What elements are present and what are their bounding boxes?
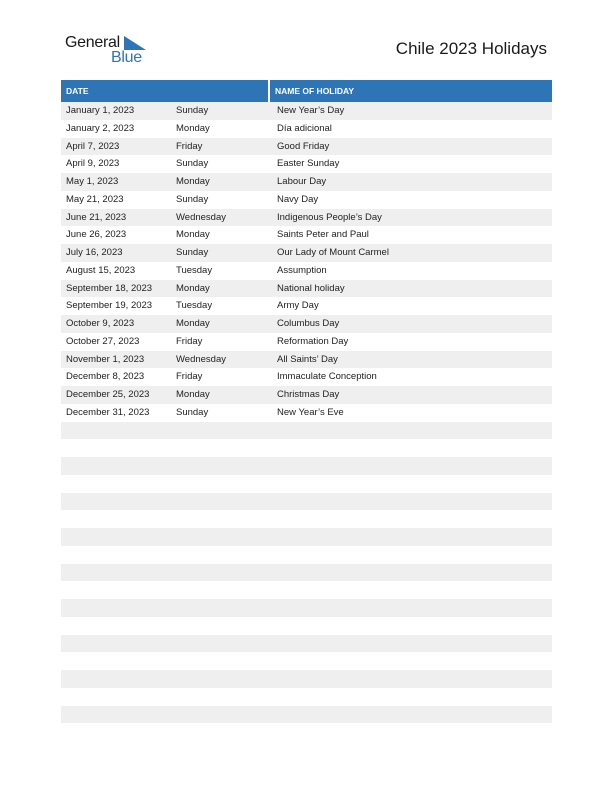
table-row xyxy=(61,280,552,298)
table-row xyxy=(61,510,552,528)
table-row xyxy=(61,102,552,120)
cell-holiday-name xyxy=(272,723,552,741)
table-row xyxy=(61,635,552,653)
cell-holiday-name: Labour Day xyxy=(277,176,327,187)
table-row xyxy=(61,191,552,209)
table-row xyxy=(61,120,552,138)
table-row xyxy=(61,422,552,440)
cell-weekday xyxy=(171,670,272,688)
cell-date xyxy=(61,723,171,741)
table-row xyxy=(61,244,552,262)
cell-date: June 21, 2023 xyxy=(66,211,127,223)
cell-weekday xyxy=(171,439,272,457)
cell-date xyxy=(61,706,171,724)
cell-date xyxy=(61,564,171,582)
cell-weekday xyxy=(171,510,272,528)
brand-logo xyxy=(65,34,155,68)
table-row xyxy=(61,670,552,688)
table-row xyxy=(61,617,552,635)
cell-date xyxy=(61,422,171,440)
cell-weekday xyxy=(171,528,272,546)
cell-date xyxy=(61,546,171,564)
cell-holiday-name xyxy=(272,670,552,688)
table-row xyxy=(61,315,552,333)
table-row xyxy=(61,368,552,386)
cell-holiday-name xyxy=(272,510,552,528)
cell-holiday-name: Immaculate Conception xyxy=(277,371,377,383)
cell-weekday: Monday xyxy=(176,229,210,241)
table-row xyxy=(61,581,552,599)
cell-date xyxy=(61,599,171,617)
cell-holiday-name xyxy=(272,546,552,564)
cell-weekday xyxy=(171,546,272,564)
cell-date: January 1, 2023 xyxy=(66,105,135,116)
cell-weekday xyxy=(171,635,272,653)
table-row xyxy=(61,262,552,280)
table-row xyxy=(61,723,552,741)
cell-holiday-name xyxy=(272,617,552,635)
cell-holiday-name xyxy=(272,493,552,511)
cell-weekday: Wednesday xyxy=(176,353,226,365)
cell-date xyxy=(61,510,171,528)
cell-date: November 1, 2023 xyxy=(66,353,145,365)
cell-holiday-name: New Year’s Eve xyxy=(277,406,344,418)
table-row xyxy=(61,226,552,244)
cell-date xyxy=(61,688,171,706)
cell-date: April 9, 2023 xyxy=(66,158,120,170)
cell-date: December 31, 2023 xyxy=(66,406,150,418)
table-row xyxy=(61,599,552,617)
cell-holiday-name xyxy=(272,688,552,706)
cell-holiday-name xyxy=(272,581,552,599)
table-row xyxy=(61,386,552,404)
table-row xyxy=(61,688,552,706)
page-title: Chile 2023 Holidays xyxy=(395,39,547,58)
cell-weekday xyxy=(171,475,272,493)
cell-date xyxy=(61,635,171,653)
cell-holiday-name xyxy=(272,635,552,653)
cell-date xyxy=(61,475,171,493)
cell-weekday: Monday xyxy=(176,176,210,187)
cell-holiday-name: New Year’s Day xyxy=(277,105,345,116)
cell-date xyxy=(61,652,171,670)
cell-weekday: Friday xyxy=(176,371,203,383)
table-row xyxy=(61,546,552,564)
cell-date xyxy=(61,670,171,688)
cell-date: June 26, 2023 xyxy=(66,229,127,241)
cell-holiday-name xyxy=(272,528,552,546)
cell-date xyxy=(61,457,171,475)
cell-weekday: Sunday xyxy=(176,158,209,170)
cell-holiday-name xyxy=(272,652,552,670)
cell-holiday-name: Saints Peter and Paul xyxy=(277,229,369,241)
cell-holiday-name xyxy=(272,422,552,440)
cell-holiday-name: Día adicional xyxy=(277,122,332,134)
cell-holiday-name: Our Lady of Mount Carmel xyxy=(277,247,389,258)
cell-weekday xyxy=(171,581,272,599)
table-row xyxy=(61,297,552,315)
cell-holiday-name: Good Friday xyxy=(277,140,330,152)
logo-word-blue: Blue xyxy=(111,49,142,66)
cell-weekday xyxy=(171,706,272,724)
cell-holiday-name: National holiday xyxy=(277,282,345,294)
cell-weekday: Sunday xyxy=(176,247,209,258)
cell-weekday: Sunday xyxy=(176,105,209,116)
cell-holiday-name: Army Day xyxy=(277,300,319,312)
cell-weekday: Monday xyxy=(176,389,210,400)
cell-weekday: Monday xyxy=(176,122,210,134)
cell-weekday xyxy=(171,652,272,670)
holidays-table xyxy=(61,80,552,741)
table-row xyxy=(61,138,552,156)
cell-weekday: Tuesday xyxy=(176,300,213,312)
logo-word-general: General xyxy=(65,34,120,51)
column-header-holiday-name: NAME OF HOLIDAY xyxy=(275,86,355,96)
logo-triangle-icon xyxy=(124,36,146,50)
cell-weekday xyxy=(171,422,272,440)
cell-date: September 19, 2023 xyxy=(66,300,153,312)
cell-weekday: Sunday xyxy=(176,406,209,418)
table-row xyxy=(61,209,552,227)
cell-weekday: Wednesday xyxy=(176,211,226,223)
table-row xyxy=(61,155,552,173)
table-row xyxy=(61,457,552,475)
cell-weekday xyxy=(171,493,272,511)
table-row xyxy=(61,475,552,493)
cell-holiday-name: Assumption xyxy=(277,264,327,276)
table-row xyxy=(61,439,552,457)
cell-holiday-name xyxy=(272,564,552,582)
cell-holiday-name: Columbus Day xyxy=(277,318,340,329)
cell-holiday-name: Indigenous People’s Day xyxy=(277,211,382,223)
cell-weekday xyxy=(171,617,272,635)
cell-weekday xyxy=(171,457,272,475)
cell-date xyxy=(61,617,171,635)
cell-holiday-name xyxy=(272,599,552,617)
cell-weekday: Monday xyxy=(176,318,210,329)
cell-weekday: Sunday xyxy=(176,193,209,205)
cell-date xyxy=(61,493,171,511)
table-row xyxy=(61,493,552,511)
cell-date: December 8, 2023 xyxy=(66,371,145,383)
cell-weekday: Friday xyxy=(176,335,203,347)
table-row xyxy=(61,173,552,191)
cell-date: January 2, 2023 xyxy=(66,122,135,134)
cell-date: October 27, 2023 xyxy=(66,335,140,347)
cell-date: September 18, 2023 xyxy=(66,282,153,294)
cell-holiday-name xyxy=(272,475,552,493)
table-row xyxy=(61,564,552,582)
table-row xyxy=(61,652,552,670)
table-header xyxy=(61,80,552,102)
cell-date: December 25, 2023 xyxy=(66,389,150,400)
cell-date xyxy=(61,528,171,546)
table-row xyxy=(61,351,552,369)
cell-weekday xyxy=(171,564,272,582)
column-header-date: DATE xyxy=(61,80,270,102)
cell-holiday-name xyxy=(272,457,552,475)
cell-weekday xyxy=(171,688,272,706)
cell-date: April 7, 2023 xyxy=(66,140,120,152)
cell-weekday xyxy=(171,723,272,741)
cell-date xyxy=(61,581,171,599)
table-row xyxy=(61,706,552,724)
cell-weekday: Tuesday xyxy=(176,264,213,276)
cell-holiday-name: Easter Sunday xyxy=(277,158,340,170)
cell-date xyxy=(61,439,171,457)
table-row xyxy=(61,333,552,351)
cell-holiday-name: Christmas Day xyxy=(277,389,340,400)
table-row xyxy=(61,528,552,546)
cell-date: July 16, 2023 xyxy=(66,247,123,258)
cell-holiday-name: Navy Day xyxy=(277,193,319,205)
cell-date: May 21, 2023 xyxy=(66,193,124,205)
cell-date: August 15, 2023 xyxy=(66,264,136,276)
cell-date: October 9, 2023 xyxy=(66,318,135,329)
cell-holiday-name: Reformation Day xyxy=(277,335,349,347)
cell-weekday: Monday xyxy=(176,282,210,294)
table-row xyxy=(61,404,552,422)
cell-weekday xyxy=(171,599,272,617)
cell-weekday: Friday xyxy=(176,140,203,152)
cell-holiday-name xyxy=(272,439,552,457)
cell-date: May 1, 2023 xyxy=(66,176,119,187)
table-body xyxy=(61,102,552,741)
cell-holiday-name: All Saints’ Day xyxy=(277,353,338,365)
cell-holiday-name xyxy=(272,706,552,724)
